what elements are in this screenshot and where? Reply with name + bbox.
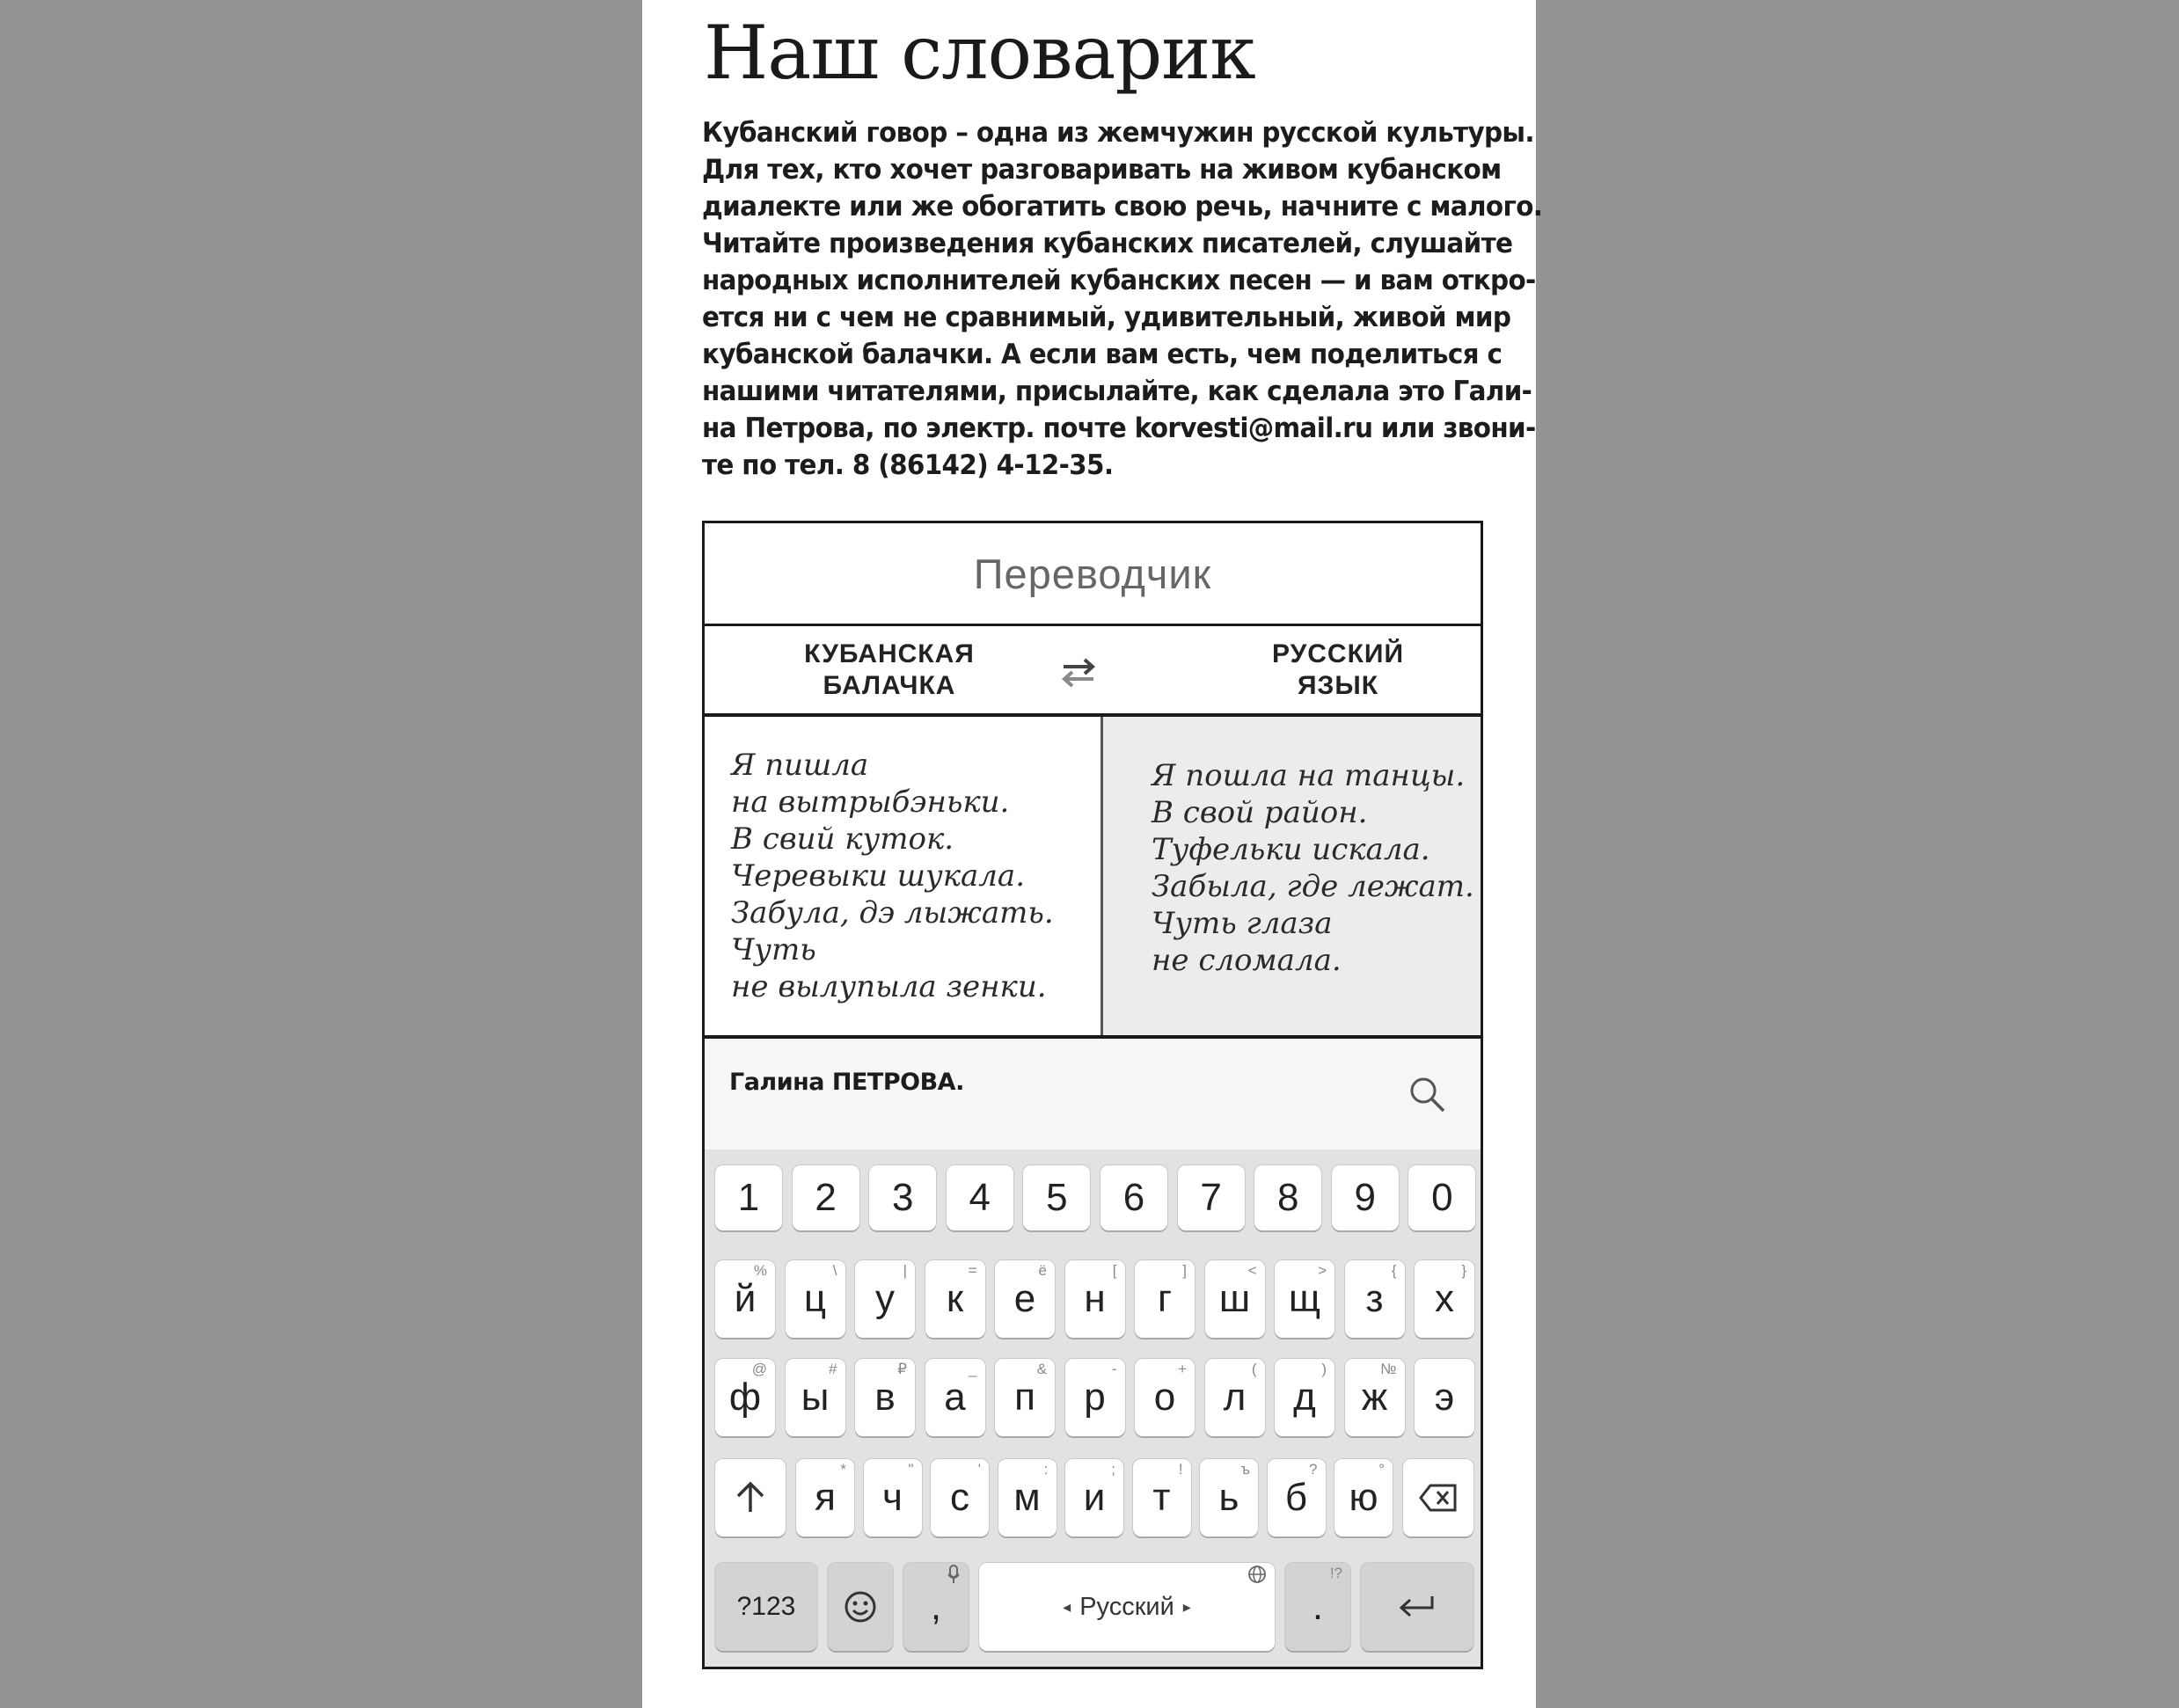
- key-label: 2: [815, 1176, 837, 1219]
- key-label: ы: [801, 1376, 830, 1419]
- translation-pane: [1103, 717, 1481, 1035]
- source-line: на вытрыбэньки.: [731, 785, 1010, 820]
- microphone-icon: [947, 1565, 961, 1588]
- key-label: ч: [882, 1476, 903, 1519]
- key-letter[interactable]: [1275, 1359, 1334, 1436]
- key-label: и: [1083, 1476, 1106, 1519]
- key-letter[interactable]: [1133, 1459, 1191, 1536]
- key-label: 7: [1200, 1176, 1222, 1219]
- key-letter[interactable]: [1200, 1459, 1258, 1536]
- lead-line: на Петрова, по электр. почте korvesti@mail.ru или звони-: [702, 412, 1536, 444]
- key-1[interactable]: [715, 1165, 782, 1230]
- key-letter[interactable]: [995, 1359, 1055, 1436]
- lead-line: Читайте произведения кубанских писателей, слушайте: [702, 228, 1513, 259]
- article-lead: [702, 114, 1543, 484]
- key-label: ?123: [736, 1592, 796, 1621]
- key-label: з: [1365, 1277, 1384, 1320]
- lead-line: Кубанский говор – одна из жемчужин русской культуры.: [702, 117, 1534, 149]
- translation-line: В свой район.: [1152, 795, 1368, 830]
- lead-line: кубанской балачки. А если вам есть, чем поделиться с: [702, 339, 1503, 370]
- key-label: й: [734, 1277, 757, 1320]
- key-label: л: [1223, 1376, 1247, 1419]
- key-letter[interactable]: [925, 1359, 985, 1436]
- key-hint: ?: [1309, 1461, 1318, 1478]
- key-letter[interactable]: [1415, 1359, 1474, 1436]
- key-label: х: [1435, 1277, 1454, 1320]
- key-label: щ: [1288, 1277, 1321, 1320]
- lead-line: диалекте или же обогатить свою речь, начните с малого.: [702, 191, 1543, 223]
- backspace-key[interactable]: [1403, 1459, 1473, 1536]
- target-language-button[interactable]: [1232, 639, 1444, 702]
- key-label: 0: [1431, 1176, 1453, 1219]
- key-label: п: [1014, 1376, 1035, 1419]
- key-hint: ₽: [897, 1361, 907, 1377]
- article-title: Наш словарик: [704, 10, 1255, 96]
- key-hint: *: [840, 1461, 846, 1478]
- translation-line: Я пошла на танцы.: [1152, 758, 1466, 793]
- lead-line: нашими читателями, присылайте, как сделала это Гали-: [702, 376, 1532, 407]
- search-bar[interactable]: [705, 1039, 1481, 1150]
- source-line: не вылупыла зенки.: [731, 969, 1047, 1004]
- key-letter[interactable]: [1268, 1459, 1326, 1536]
- key-6[interactable]: [1100, 1165, 1167, 1230]
- translation-line: Туфельки искала.: [1152, 832, 1430, 867]
- key-label: 3: [891, 1176, 914, 1219]
- translation-line: не сломала.: [1152, 943, 1342, 978]
- key-label: 6: [1122, 1176, 1145, 1219]
- key-label: н: [1084, 1277, 1106, 1320]
- key-label: 1: [737, 1176, 760, 1219]
- key-3[interactable]: [869, 1165, 936, 1230]
- key-label: .: [1312, 1585, 1324, 1628]
- key-letter[interactable]: [998, 1459, 1057, 1536]
- key-letter[interactable]: [864, 1459, 922, 1536]
- emoji-icon: [844, 1590, 877, 1624]
- key-label: к: [946, 1277, 964, 1320]
- translation-line: Забыла, где лежат.: [1152, 869, 1474, 904]
- chevron-left-icon: ◂: [1063, 1597, 1071, 1616]
- key-label: 4: [969, 1176, 991, 1219]
- key-hint: !?: [1329, 1565, 1342, 1581]
- key-letter[interactable]: [1275, 1260, 1334, 1338]
- key-0[interactable]: [1408, 1165, 1475, 1230]
- globe-icon: [1247, 1565, 1267, 1588]
- key-hint: №: [1380, 1361, 1397, 1377]
- enter-key[interactable]: [1361, 1563, 1473, 1651]
- onscreen-keyboard: [705, 1150, 1481, 1669]
- space-label: Русский: [1079, 1592, 1174, 1621]
- lead-line: Для тех, кто хочет разговаривать на живом кубанском: [702, 154, 1502, 186]
- target-language-line: ЯЗЫК: [1297, 671, 1379, 700]
- key-label: ф: [728, 1376, 762, 1419]
- source-line: Чуть: [731, 932, 816, 967]
- key-hint: ]: [1182, 1262, 1187, 1279]
- key-hint: <: [1247, 1262, 1257, 1279]
- key-label: т: [1152, 1476, 1171, 1519]
- key-label: 9: [1354, 1176, 1377, 1219]
- app-header: [705, 523, 1481, 626]
- key-label: э: [1434, 1376, 1455, 1419]
- shift-key[interactable]: [715, 1459, 786, 1536]
- key-label: ь: [1218, 1476, 1239, 1519]
- key-label: с: [950, 1476, 969, 1519]
- key-hint: -: [1111, 1361, 1117, 1377]
- key-letter[interactable]: [796, 1459, 854, 1536]
- source-language-line: БАЛАЧКА: [823, 671, 956, 700]
- key-label: о: [1153, 1376, 1176, 1419]
- search-icon[interactable]: [1408, 1076, 1447, 1114]
- source-line: В свий куток.: [731, 821, 954, 857]
- key-letter[interactable]: [1415, 1260, 1474, 1338]
- key-letter[interactable]: [1065, 1260, 1125, 1338]
- key-hint: \: [832, 1262, 837, 1279]
- key-label: ш: [1218, 1277, 1251, 1320]
- key-2[interactable]: [793, 1165, 859, 1230]
- key-letter[interactable]: [1334, 1459, 1393, 1536]
- key-label: г: [1157, 1277, 1173, 1320]
- key-letter[interactable]: [786, 1260, 845, 1338]
- key-letter[interactable]: [925, 1260, 985, 1338]
- key-label: 5: [1046, 1176, 1068, 1219]
- key-8[interactable]: [1254, 1165, 1321, 1230]
- key-hint: °: [1378, 1461, 1385, 1478]
- key-label: а: [944, 1376, 966, 1419]
- key-label: ж: [1361, 1376, 1388, 1419]
- key-hint: :: [1043, 1461, 1049, 1478]
- key-letter[interactable]: [786, 1359, 845, 1436]
- app-title: Переводчик: [973, 550, 1212, 597]
- key-hint: ': [977, 1461, 981, 1478]
- key-letter[interactable]: [1345, 1260, 1405, 1338]
- key-letter[interactable]: [1135, 1260, 1195, 1338]
- key-letter[interactable]: [995, 1260, 1055, 1338]
- key-letter[interactable]: [1065, 1359, 1125, 1436]
- key-hint: !: [1178, 1461, 1183, 1478]
- key-hint: _: [969, 1361, 977, 1377]
- newspaper-page: [642, 0, 1543, 1708]
- key-hint: {: [1391, 1262, 1397, 1279]
- lead-line: те по тел. 8 (86142) 4-12-35.: [702, 449, 1114, 481]
- key-hint: %: [753, 1262, 767, 1279]
- source-line: Черевыки шукала.: [731, 858, 1026, 894]
- translator-app: [702, 521, 1483, 1669]
- space-key[interactable]: [979, 1563, 1275, 1651]
- source-line: Забула, дэ лыжать.: [731, 895, 1054, 931]
- period-key[interactable]: [1285, 1563, 1350, 1651]
- emoji-key[interactable]: [828, 1563, 893, 1651]
- key-hint: ): [1321, 1361, 1327, 1377]
- key-label: ц: [803, 1277, 827, 1320]
- key-7[interactable]: [1178, 1165, 1245, 1230]
- key-label: в: [874, 1376, 896, 1419]
- key-label: д: [1293, 1376, 1316, 1419]
- key-letter[interactable]: [1345, 1359, 1405, 1436]
- key-4[interactable]: [947, 1165, 1013, 1230]
- key-letter[interactable]: [1065, 1459, 1123, 1536]
- key-hint: +: [1178, 1361, 1187, 1377]
- search-input[interactable]: Галина ПЕТРОВА.: [729, 1069, 964, 1096]
- key-label: ю: [1349, 1476, 1378, 1519]
- key-hint: |: [903, 1262, 907, 1279]
- key-hint: =: [968, 1262, 977, 1279]
- backspace-icon: [1418, 1483, 1459, 1513]
- key-letter[interactable]: [931, 1459, 989, 1536]
- symbols-key[interactable]: [715, 1563, 817, 1651]
- shift-icon: [733, 1480, 768, 1515]
- key-5[interactable]: [1023, 1165, 1090, 1230]
- key-label: у: [875, 1277, 895, 1320]
- comma-key[interactable]: [903, 1563, 969, 1651]
- key-letter[interactable]: [1205, 1359, 1265, 1436]
- source-language-button[interactable]: [788, 639, 991, 702]
- key-label: ,: [930, 1585, 942, 1628]
- enter-icon: [1397, 1594, 1437, 1620]
- key-hint: ё: [1038, 1262, 1047, 1279]
- key-hint: ъ: [1240, 1461, 1250, 1478]
- language-bar: [705, 626, 1481, 717]
- key-hint: #: [829, 1361, 837, 1377]
- key-9[interactable]: [1332, 1165, 1399, 1230]
- key-hint: [: [1112, 1262, 1117, 1279]
- key-hint: &: [1036, 1361, 1047, 1377]
- source-language-line: КУБАНСКАЯ: [804, 639, 975, 668]
- key-hint: (: [1251, 1361, 1257, 1377]
- lead-line: народных исполнителей кубанских песен — и вам откро-: [702, 265, 1536, 296]
- key-letter[interactable]: [855, 1359, 915, 1436]
- key-label: б: [1284, 1476, 1308, 1519]
- key-letter[interactable]: [1135, 1359, 1195, 1436]
- key-letter[interactable]: [855, 1260, 915, 1338]
- key-label: р: [1084, 1376, 1106, 1419]
- key-label: я: [815, 1476, 836, 1519]
- key-hint: @: [751, 1361, 767, 1377]
- key-letter[interactable]: [715, 1260, 775, 1338]
- chevron-right-icon: ▸: [1182, 1597, 1191, 1616]
- key-letter[interactable]: [715, 1359, 775, 1436]
- swap-languages-icon[interactable]: [1058, 654, 1099, 690]
- key-label: м: [1013, 1476, 1041, 1519]
- key-label: е: [1013, 1277, 1036, 1320]
- key-letter[interactable]: [1205, 1260, 1265, 1338]
- key-hint: ": [908, 1461, 914, 1478]
- key-hint: }: [1461, 1262, 1466, 1279]
- lead-line: ется ни с чем не сравнимый, удивительный, живой мир: [702, 302, 1511, 333]
- key-label: 8: [1276, 1176, 1299, 1219]
- target-language-line: РУССКИЙ: [1271, 639, 1405, 668]
- key-hint: >: [1318, 1262, 1327, 1279]
- source-text-pane[interactable]: [705, 717, 1103, 1035]
- translation-line: Чуть глаза: [1152, 906, 1333, 941]
- source-line: Я пишла: [731, 748, 869, 783]
- key-hint: ;: [1111, 1461, 1115, 1478]
